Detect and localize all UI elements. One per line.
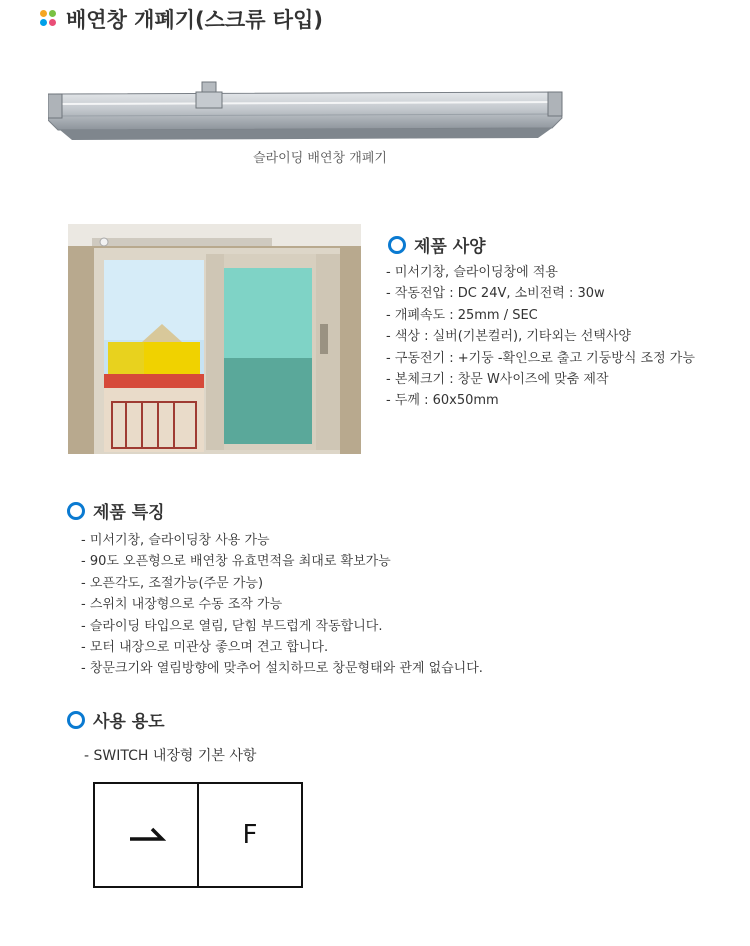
feature-item: - 창문크기와 열림방향에 맞추어 설치하므로 창문형태와 관계 없습니다. — [81, 661, 483, 677]
page-header — [40, 4, 323, 34]
feature-item: - 스위치 내장형으로 수동 조작 가능 — [81, 597, 283, 613]
spec-item: - 구동전기 : +기둥 -확인으로 출고 기둥방식 조정 가능 — [386, 350, 695, 366]
features-section-header — [67, 498, 165, 523]
spec-item: - 색상 : 실버(기본컬러), 기타외는 선택사양 — [386, 329, 631, 345]
spec-title: 제품 사양 — [414, 237, 486, 257]
ring-bullet-icon — [67, 711, 85, 729]
dots-logo-icon — [40, 10, 58, 28]
switch-diagram — [93, 782, 303, 888]
spec-item: - 본체크기 : 창문 W사이즈에 맞춤 제작 — [386, 371, 609, 387]
ring-bullet-icon — [388, 236, 406, 254]
spec-item: - 미서기창, 슬라이딩창에 적용 — [386, 265, 558, 280]
feature-item: - 모터 내장으로 미관상 좋으며 견고 합니다. — [81, 639, 329, 655]
usage-title: 사용 용도 — [93, 712, 165, 732]
usage-subtitle: - SWITCH 내장형 기본 사항 — [84, 748, 257, 764]
product-image — [48, 78, 566, 144]
feature-item: - 미서기창, 슬라이딩창 사용 가능 — [81, 533, 270, 548]
spec-list — [386, 262, 695, 412]
features-title: 제품 특징 — [93, 503, 165, 523]
spec-item: - 작동전압 : DC 24V, 소비전력 : 30w — [386, 286, 605, 302]
features-list — [81, 530, 483, 680]
switch-right-cell — [197, 784, 301, 886]
feature-item: - 오픈각도, 조절가능(주문 가능) — [81, 575, 264, 591]
switch-left-cell — [95, 784, 197, 886]
ring-bullet-icon — [67, 502, 85, 520]
spec-item: - 두께 : 60x50mm — [386, 393, 499, 409]
spec-section-header — [388, 232, 486, 257]
arrow-icon — [126, 825, 166, 845]
spec-item: - 개폐속도 : 25mm / SEC — [386, 307, 538, 323]
switch-right-label: F — [242, 820, 258, 850]
page-title: 배연창 개폐기(스크류 타입) — [66, 8, 323, 32]
feature-item: - 90도 오픈형으로 배연창 유효면적을 최대로 확보가능 — [81, 554, 391, 570]
feature-item: - 슬라이딩 타입으로 열림, 닫힘 부드럽게 작동합니다. — [81, 618, 383, 634]
usage-section-header — [67, 707, 165, 732]
window-photo — [68, 224, 361, 454]
product-caption: 슬라이딩 배연창 개폐기 — [253, 151, 387, 166]
